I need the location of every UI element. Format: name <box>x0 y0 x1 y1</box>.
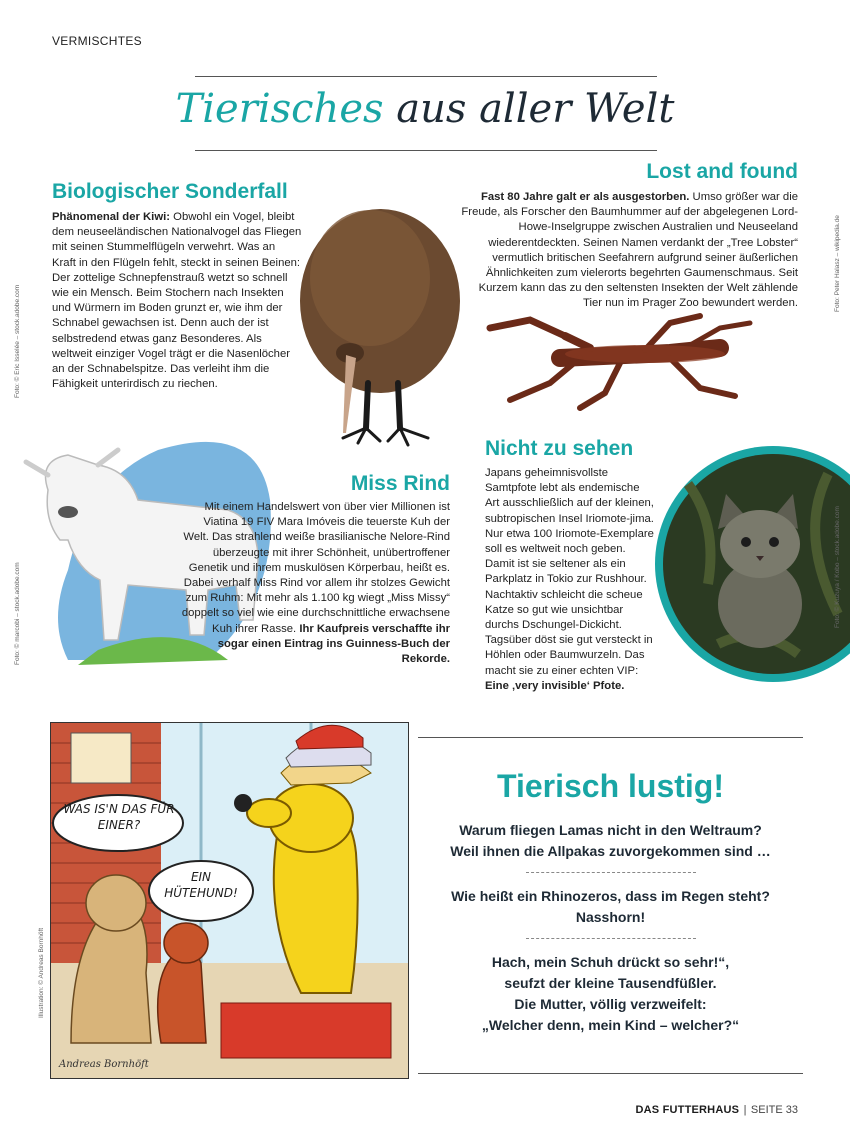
tree-lobster-image <box>470 308 760 418</box>
lobster-heading: Lost and found <box>646 160 798 183</box>
joke-3-line-2: seufzt der kleine Tausendfüßler. <box>504 975 717 991</box>
cow-article <box>180 500 450 667</box>
cat-heading: Nicht zu sehen <box>485 437 634 460</box>
kiwi-article <box>52 210 302 392</box>
section-label: VERMISCHTES <box>52 34 142 48</box>
joke-2 <box>418 886 803 928</box>
cat-image <box>648 444 850 689</box>
kiwi-photo-credit: Foto: © Eric Isselée – stock.adobe.com <box>14 284 21 398</box>
joke-divider-1 <box>526 872 696 873</box>
joke-2-answer: Nasshorn! <box>575 909 646 925</box>
joke-3-line-1: Hach, mein Schuh drückt so sehr!“, <box>491 954 730 970</box>
joke-3-line-4: „Welcher denn, mein Kind – welcher?“ <box>481 1017 740 1033</box>
title-part-1: Tierisches <box>175 86 384 132</box>
lobster-text: Umso größer war die Freude, als Forscher den Baumhummer auf der abgelegenen Lord-Howe-Inselgruppe zwischen Australien und Neuseeland wiederentdeckten. Seinen Namen verdankt der „Tree Lobster“ vermutlich britischen Seefahrern aufgrund seiner äußerlichen Ähnlichkeiten zum vielerorts begehrten Gaumenschmaus. Seit Kurzem kann das zu den seltensten Insekten der Welt zählende Tier nun im Prager Zoo bewundert werden. <box>461 191 798 310</box>
kiwi-text: Obwohl ein Vogel, bleibt dem neuseeländischen Nationalvogel das Fliegen mit seinen Stummelflügeln verwehrt. Was an Kraft in den Flügeln fehlt, steckt in seinen Beinen: Der zottelige Schnepfenstrauß wetzt so schnell wie ein Mensch. Beim Stochern nach Insekten und Würmern im Boden grunzt er, wie ihm der Schnabel gewachsen ist. Denn auch der ist selbstredend etwas ganz Besonderes. Als weltweit einziger Vogel trägt er die Nasenlöcher an der Schnabelspitze. Das verleiht ihm die Fähigkeit unterirdisch zu riechen. <box>52 211 302 391</box>
lobster-lead: Fast 80 Jahre galt er als ausgestorben. <box>480 191 690 203</box>
cat-bold: Eine ‚very invisible‘ Pfote. <box>485 679 625 692</box>
cat-text: Japans geheimnisvollste Samtpfote lebt als endemische Art ausschließlich auf der kleinen, subtropischen Insel Iriomote-jima. Nur etwa 100 Iriomote-Exemplare soll es weltweit noch geben. Damit ist sie seltener als ein Parkplatz in Tokio zur Rushhour. Nachtaktiv schleicht die scheue Katze so gut wie unsichtbar durchs Dschungel-Dickicht. Tagsüber döst sie gut versteckt in Höhlen oder Baumwurzeln. Das macht sie zu einer echten VIP: <box>485 467 654 677</box>
joke-1-answer: Weil ihnen die Allpakas zuvorgekommen sind … <box>450 843 771 859</box>
joke-2-question: Wie heißt ein Rhinozeros, dass im Regen steht? <box>451 888 770 904</box>
kiwi-heading: Biologischer Sonderfall <box>52 180 288 203</box>
cow-heading: Miss Rind <box>350 472 450 495</box>
cartoon-signature: Andreas Bornhöft <box>59 1059 149 1070</box>
joke-divider-2 <box>526 938 696 939</box>
title-rule-bottom <box>195 150 657 151</box>
cartoon <box>50 722 409 1079</box>
footer-separator: | <box>743 1104 747 1116</box>
lobster-article <box>460 190 798 312</box>
jokes-rule-top <box>418 737 803 738</box>
cat-article <box>485 466 655 694</box>
footer <box>636 1100 798 1118</box>
joke-3 <box>418 952 803 1036</box>
title-part-2: aus aller Welt <box>396 86 675 132</box>
joke-1 <box>418 820 803 862</box>
footer-page-number: SEITE 33 <box>750 1104 798 1116</box>
joke-1-question: Warum fliegen Lamas nicht in den Weltraum? <box>459 822 762 838</box>
jokes-rule-bottom <box>418 1073 803 1074</box>
footer-brand: DAS FUTTERHAUS <box>635 1104 740 1116</box>
cartoon-credit: Illustration: © Andreas Bornhöft <box>38 927 45 1018</box>
title-rule-top <box>195 76 657 77</box>
kiwi-image <box>288 183 463 458</box>
speech-bubble-1: WAS IS'N DAS FÜR EINER? <box>63 802 175 832</box>
speech-bubble-2: EIN HÜTEHUND! <box>164 870 238 900</box>
page-title <box>0 86 850 132</box>
joke-3-line-3: Die Mutter, völlig verzweifelt: <box>514 996 707 1012</box>
kiwi-lead: Phänomenal der Kiwi: <box>52 211 171 223</box>
cow-text: Mit einem Handelswert von über vier Millionen ist Viatina 19 FIV Mara Imóveis die teuerste Kuh der Welt. Das strahlend weiße brasilianische Nelore-Rind überzeugte mit ihrer Schönheit, unübertroffener Genetik und ihrem muskulösen Körperbau, heißt es. Dabei verhalf Miss Rind vor allem ihr stolzes Gewicht zum Ruhm: Mit mehr als 1.100 kg wiegt „Miss Missy“ doppelt so viel wie eine durchschnittliche erwachsene Kuh ihrer Rasse. <box>181 501 450 635</box>
lobster-photo-credit: Foto: Peter Halasz – wikipedia.de <box>834 215 841 312</box>
cow-bold: Ihr Kaufpreis verschaffte ihr sogar einen Eintrag ins Guinness-Buch der Rekorde. <box>217 622 450 666</box>
cat-photo-credit: Foto: © Kuzuya / Kobo – stock.adobe.com <box>834 506 841 628</box>
cow-photo-credit: Foto: © marcobi – stock.adobe.com <box>14 562 21 665</box>
jokes-heading: Tierisch lustig! <box>496 768 724 804</box>
